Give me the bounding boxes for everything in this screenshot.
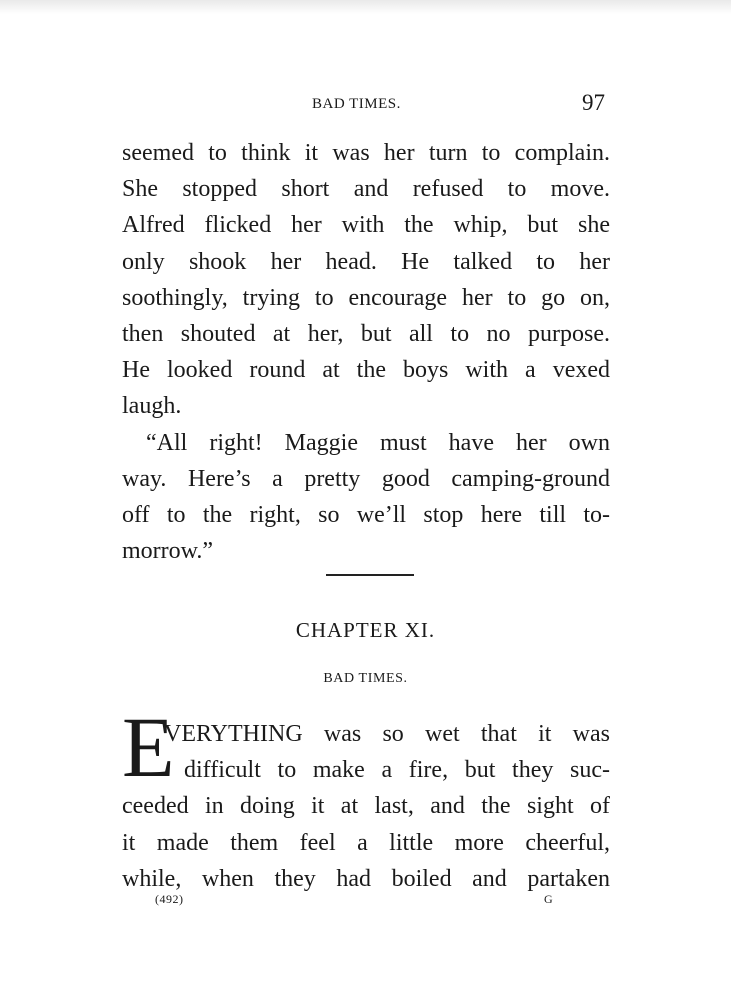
running-head	[0, 90, 731, 124]
page-top-shadow	[0, 0, 731, 14]
running-title: BAD TIMES.	[312, 96, 401, 112]
text-line: while, when they had boiled and partaken	[122, 865, 610, 892]
drop-cap: E	[122, 699, 175, 795]
text-line: “All right! Maggie must have her own	[146, 429, 610, 456]
text-line: soothingly, trying to encourage her to go on,	[122, 284, 610, 311]
text-line: He looked round at the boys with a vexed	[122, 357, 610, 384]
text-line: difficult to make a fire, but they suc-	[184, 757, 610, 784]
chapter-title: CHAPTER XI.	[295, 618, 436, 642]
text-line: She stopped short and refused to move.	[122, 176, 610, 203]
text-line: way. Here’s a pretty good camping-ground	[122, 465, 610, 492]
text-line: ceeded in doing it at last, and the sight of	[122, 793, 610, 820]
page-number: 97	[582, 90, 605, 115]
text-line: Alfred flicked her with the whip, but she	[122, 212, 610, 239]
text-line: VERYTHING was so wet that it was	[164, 721, 610, 747]
text-line: off to the right, so we’ll stop here till to-	[122, 501, 610, 528]
text-line: morrow.”	[122, 538, 214, 565]
section-divider	[326, 574, 414, 576]
body-text	[122, 135, 610, 569]
text-line: seemed to think it was her turn to complain.	[122, 140, 610, 166]
chapter-text	[122, 716, 610, 897]
text-line: only shook her head. He talked to her	[122, 248, 610, 275]
text-line: it made them feel a little more cheerful,	[122, 829, 610, 856]
chapter-subtitle: BAD TIMES.	[323, 671, 408, 686]
text-line: laugh.	[122, 393, 182, 420]
signature-mark: (492)	[155, 892, 184, 906]
text-line: then shouted at her, but all to no purpose.	[122, 320, 610, 347]
signature-letter: G	[544, 892, 553, 906]
